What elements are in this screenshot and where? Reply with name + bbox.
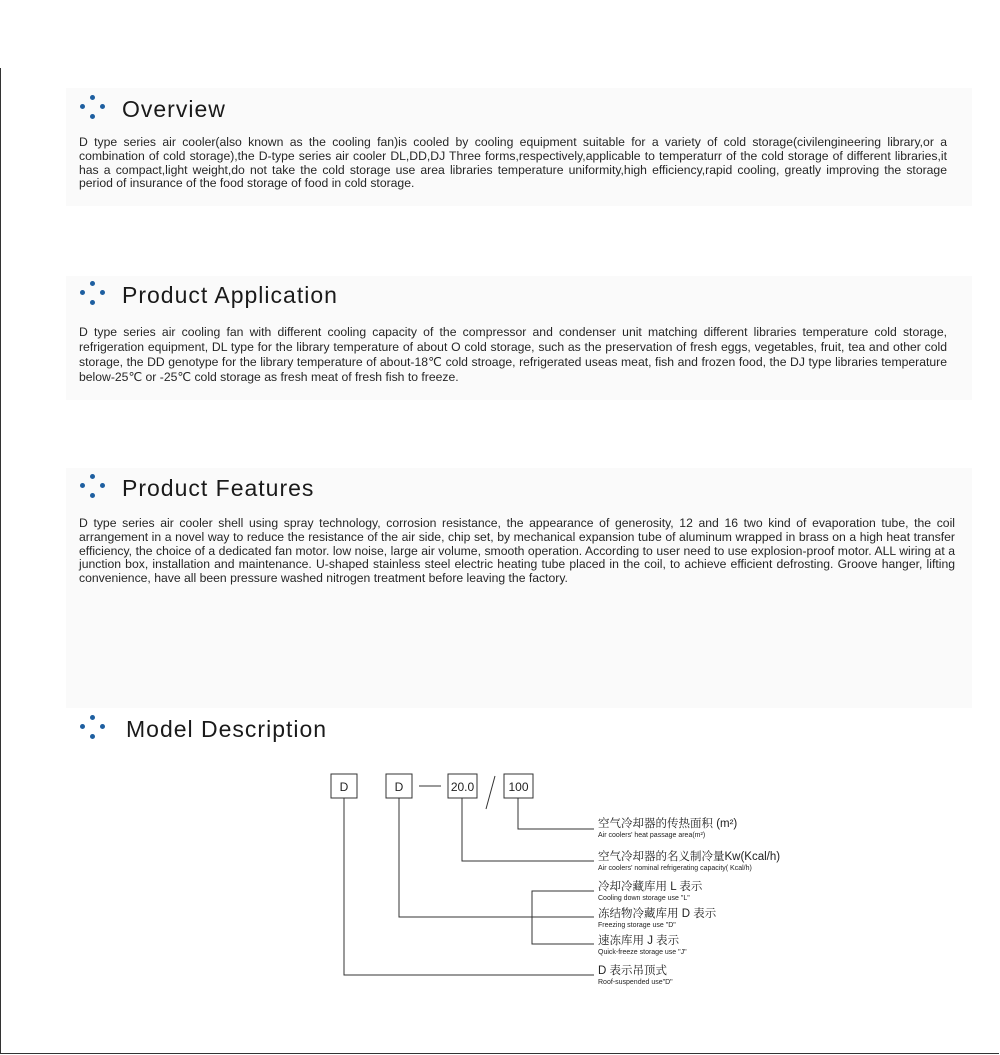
features-title: Product Features <box>122 474 315 501</box>
label-roof-cn: D 表示吊顶式 <box>598 965 667 977</box>
box-type-label: D <box>339 780 349 794</box>
box-capacity-label: 20.0 <box>450 780 475 794</box>
slash-separator <box>486 776 495 809</box>
leader-storage <box>399 798 532 917</box>
overview-text: D type series air cooler(also known as the cooling fan)is cooled by cooling equipment suitable for a variety of cold storage(civilengineering library,or a combination of cold storage),the D-type series air cooler DL,DD,DJ Three forms,respectively,applicable to temperaturr of the cold storage of different libraries,it has a compact,light weight,do not take the cold storage use area libraries temperature uniformity,high efficiency,rapid cooling, greatly improving the storage period of insurance of the food storage of food in cold storage. <box>79 135 947 191</box>
features-text: D type series air cooler shell using spray technology, corrosion resistance, the appearance of generosity, 12 and 16 two kind of evaporation tube, the coil arrangement in a novel way to reduce the resistance of the air side, chip set, by mechanical expansion tube of aluminum wrapped in brass on a high heat transfer efficiency, the choice of a dedicated fan motor. low noise, large air volume, smooth operation. According to user need to use explosion-proof motor. ALL wiring at a junction box, installation and maintenance. U-shaped stainless steel electric heating tube placed in the coil, to achieve efficient defrosting. Groove hanger, lifting convenience, have all been pressure washed nitrogen treatment before leaving the factory. <box>79 516 955 586</box>
label-cooling-en: Cooling down storage use "L" <box>598 895 690 902</box>
label-freezing-en: Freezing storage use "D" <box>598 922 676 929</box>
label-area-en: Air coolers' heat passage area(m²) <box>598 832 706 839</box>
label-area-cn: 空气冷却器的传热面积 (m²) <box>598 818 738 830</box>
label-cooling-cn: 冷却冷藏库用 L 表示 <box>598 881 703 893</box>
label-capacity-cn: 空气冷却器的名义制冷量Kw(Kcal/h) <box>598 851 781 863</box>
label-quickfreeze-cn: 速冻库用 J 表示 <box>598 935 680 947</box>
application-title: Product Application <box>122 281 338 308</box>
model-title: Model Description <box>126 715 328 742</box>
label-freezing-cn: 冻结物冷藏库用 D 表示 <box>598 908 717 920</box>
box-area-label: 100 <box>508 780 529 794</box>
leader-type <box>344 798 594 975</box>
label-quickfreeze-en: Quick-freeze storage use "J" <box>598 949 687 956</box>
application-text: D type series air cooling fan with different cooling capacity of the compressor and condenser unit matching different libraries temperature cold storage, refrigeration equipment, DL type for the library temperature of about O cold storage, such as the preservation of fresh eggs, vegetables, fruit, tea and other cold storage, the DD genotype for the library temperature of about-18℃ cold stroage, refrigerated useas meat, fish and frozen food, the DJ type libraries temperature below-25℃ or -25℃ cold storage as fresh meat of fresh fish to freeze. <box>79 325 947 384</box>
overview-title: Overview <box>122 95 226 122</box>
leader-area <box>518 798 594 829</box>
label-roof-en: Roof-suspended use"D" <box>598 979 673 986</box>
label-capacity-en: Air coolers' nominal refrigerating capacity( Kcal/h) <box>598 865 752 872</box>
box-storage-label: D <box>394 780 404 794</box>
